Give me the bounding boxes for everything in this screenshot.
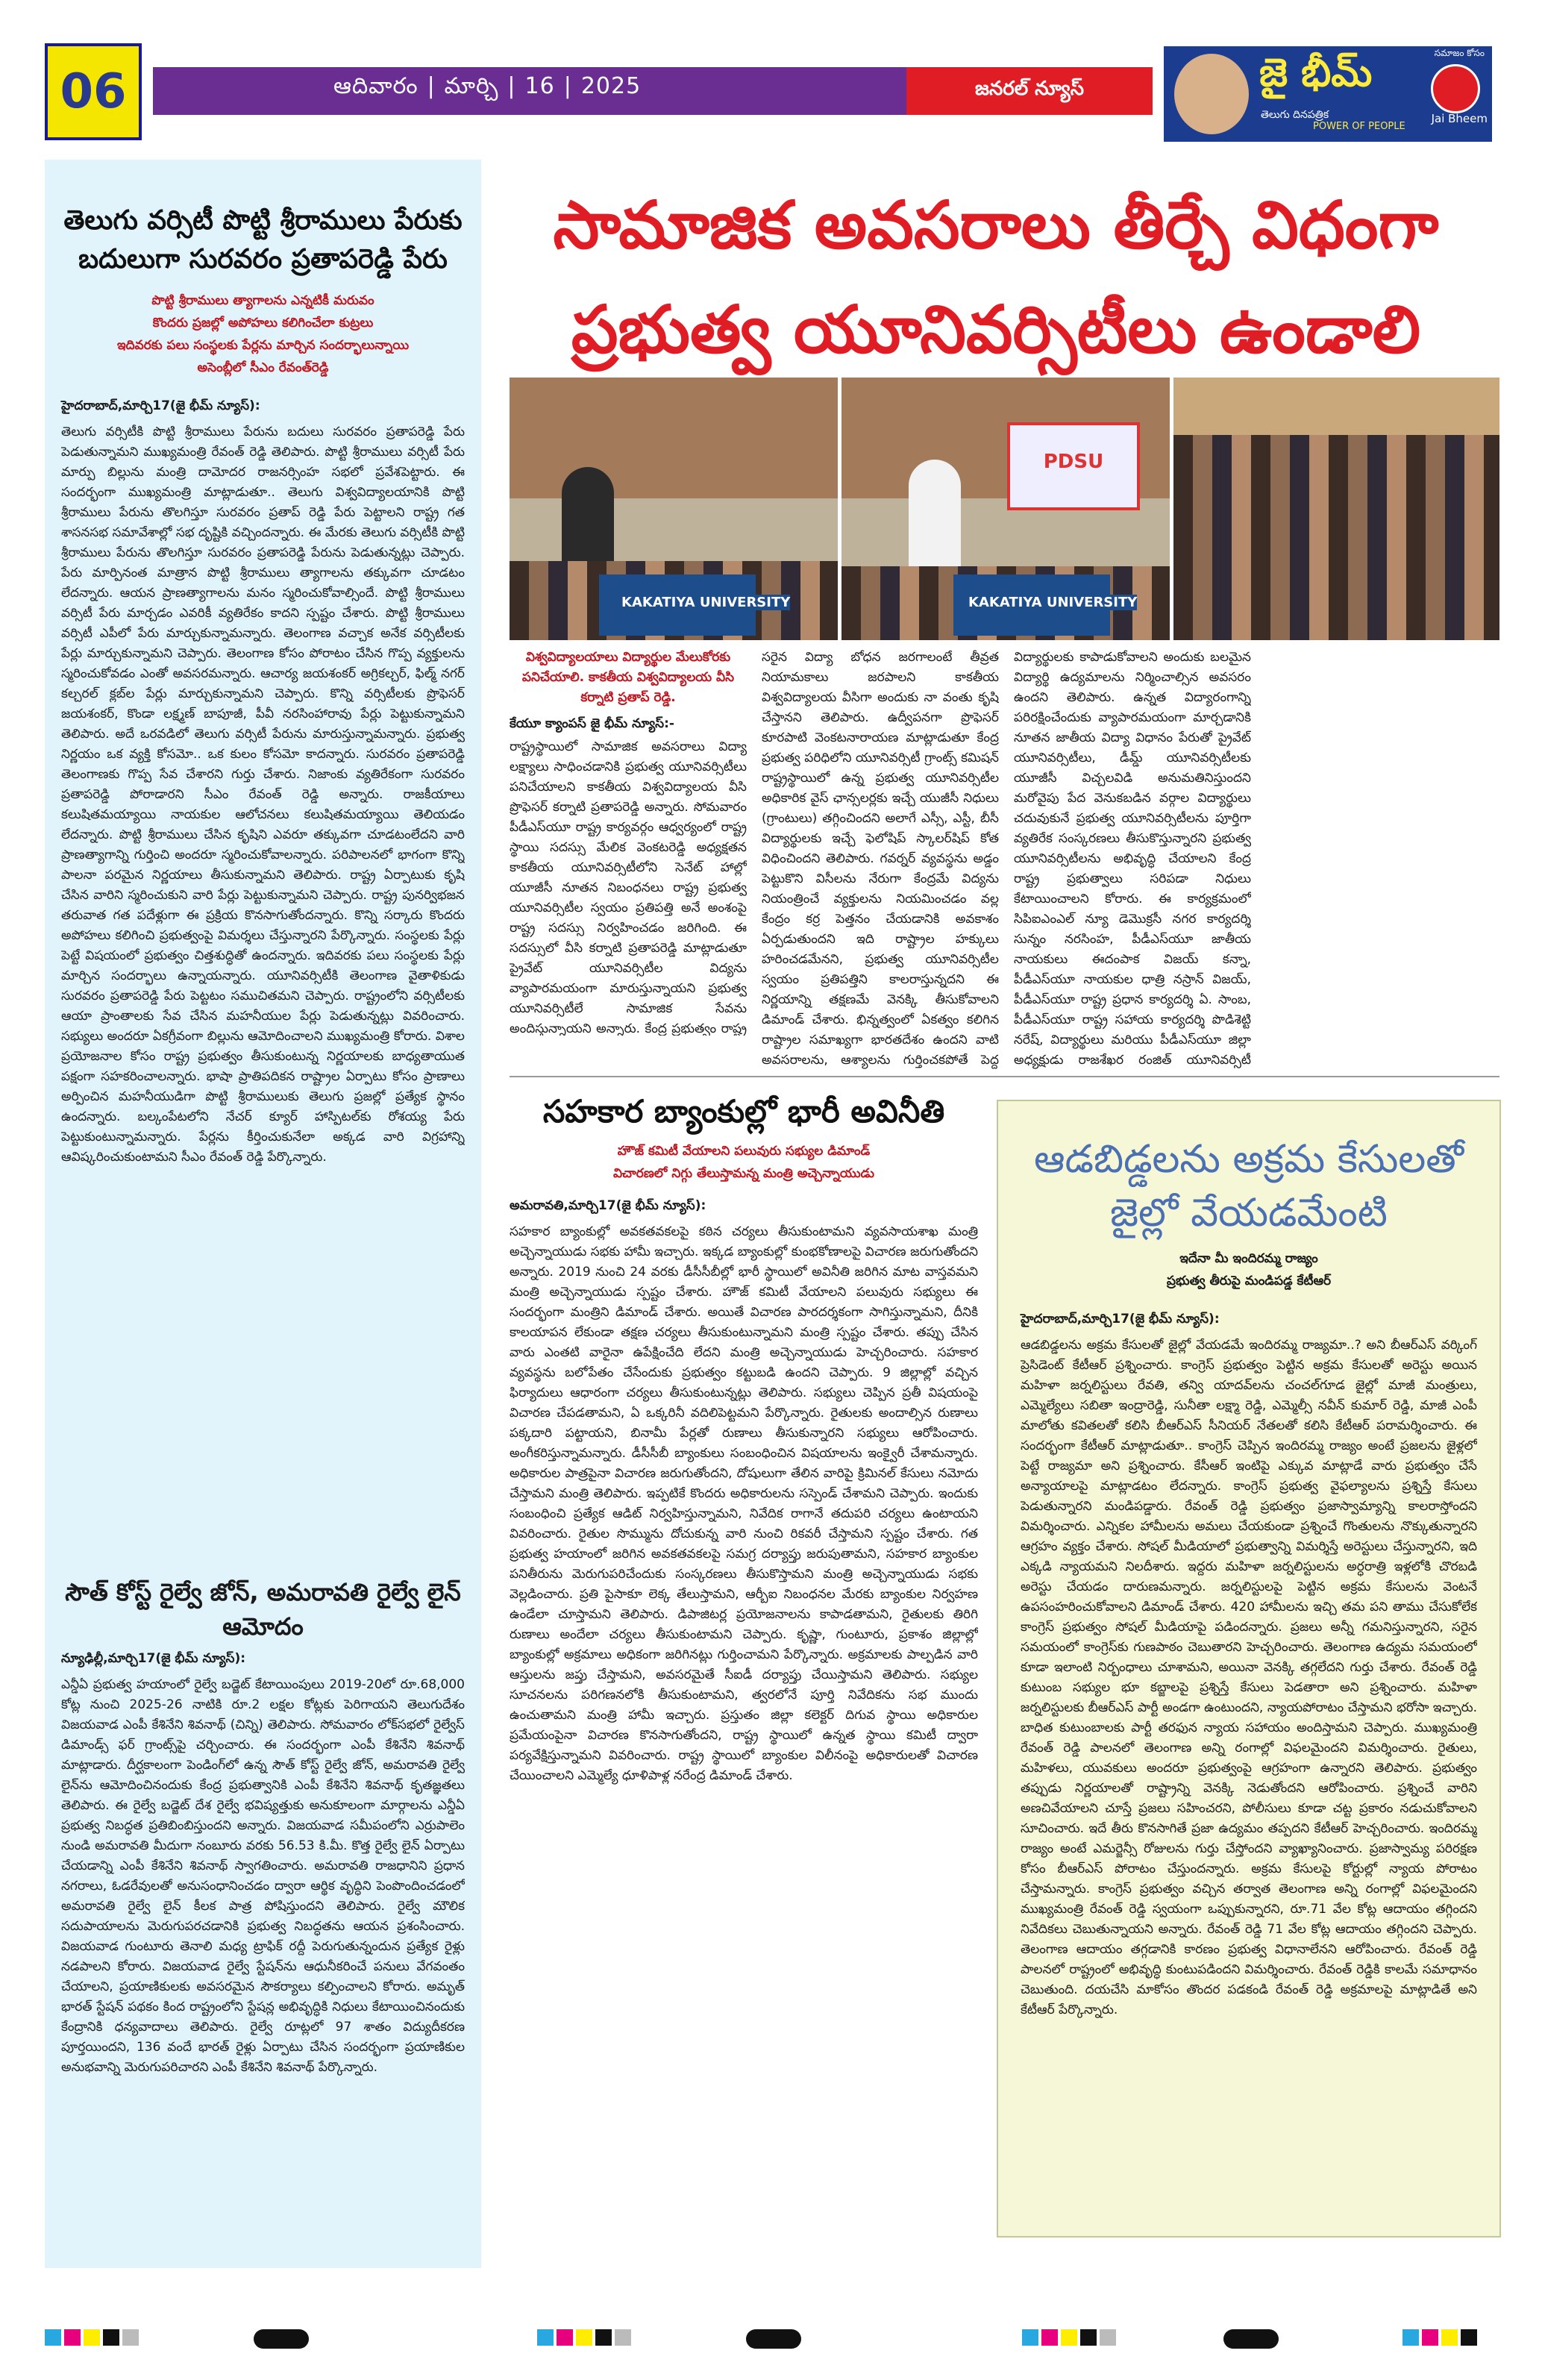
ktr-title: ఆడబిడ్డలను అక్రమ కేసులతో జైల్లో వేయడమేంటి bbox=[1034, 1137, 1464, 1236]
headline-line-1: సామాజిక అవసరాలు తీర్చే విధంగా bbox=[553, 187, 1439, 263]
registration-mark bbox=[1223, 2329, 1279, 2349]
logo-top-text: సమాజం కోసం bbox=[1434, 48, 1485, 58]
main-article bbox=[510, 648, 1502, 1080]
coop-body: సహకార బ్యాంకుల్లో అవకతవకలపై కఠిన చర్యలు తీసుకుంటామని వ్యవసాయశాఖ మంత్రి అచ్చెన్నాయుడు సభకు హామీ ఇచ్చారు. ఇక్కడ బ్యాంకుల్లో కుంభకోణాలపై విచారణ జరుగుతోందని అన్నారు. 2019 నుంచి 24 వరకు డీసీసీబీల్లో భారీ స్థాయిలో అవినీతి జరిగిన మాట వాస్తవమని మంత్రి అచ్చెన్నాయుడు స్పష్టం చేశారు. హౌజ్ కమిటీ వేయాలని పలువురు సభ్యులు ఈ సందర్భంగా మంత్రిని డిమాండ్ చేశారు. అయితే విచారణ పారదర్శకంగా సాగిస్తున్నామని, దీనికి కాలయాపన లేకుండా తక్షణ చర్యలు తీసుకుంటున్నామని మంత్రి స్పష్టం చేశారు. తప్పు చేసిన వారు ఎంతటి వారైనా ఉపేక్షించేది లేదని మంత్రి అచ్చెన్నాయుడు హెచ్చరించారు. సహకార వ్యవస్థను బలోపేతం చేసేందుకు ప్రభుత్వం కట్టుబడి ఉందని చెప్పారు. 9 జిల్లాల్లో వచ్చిన ఫిర్యాదులు ఆధారంగా చర్యలు తీసుకుంటున్నట్లు తెలిపారు. సభ్యులు చెప్పిన ప్రతీ విషయంపై విచారణ చేపడతామని, ఏ ఒక్కరినీ వదిలిపెట్టమని పేర్కొన్నారు. రైతులకు అందాల్సిన రుణాలు పక్కదారి పట్టాయని, బినామీ పేర్లతో రుణాలు తీసుకున్నారని సభ్యులు ఆరోపించారు. అంగీకరిస్తున్నామన్నారు. డీసీసీబీ బ్యాంకులు సంబంధించిన విషయాలను ఇంక్వైరీ చేశామన్నారు. అధికారుల పాత్రపైనా విచారణ జరుగుతోందని, దోషులుగా తేలిన వారిపై క్రిమినల్ కేసులు నమోదు చేస్తామని మంత్రి తెలిపారు. ఇప్పటికే కొందరు అధికారులను సస్పెండ్ చేశామని చెప్పారు. ఇందుకు సంబంధించి ప్రత్యేక ఆడిట్ నిర్వహిస్తున్నామని, నివేదిక రాగానే తదుపరి చర్యలు ఉంటాయని వివరించారు. రైతుల సొమ్మును దోచుకున్న వారి నుంచి రికవరీ చేస్తామని స్పష్టం చేశారు. గత ప్రభుత్వ హయాంలో జరిగిన అవకతవకలపై సమగ్ర దర్యాప్తు జరుపుతామని, సహకార బ్యాంకుల పనితీరును మెరుగుపరిచేందుకు సంస్కరణలు తీసుకొస్తామని మంత్రి అచ్చెన్నాయుడు సభకు వెల్లడించారు. ప్రతి పైసాకూ లెక్క తేలుస్తామని, ఆర్బీఐ నిబంధనల మేరకు బ్యాంకుల నిర్వహణ ఉండేలా చూస్తామని తెలిపారు. డిపాజిటర్ల ప్రయోజనాలను కాపాడతామని, రైతులకు తిరిగి రుణాలు అందేలా చర్యలు తీసుకుంటామని చెప్పారు. కృష్ణా, గుంటూరు, ప్రకాశం జిల్లాల్లో బ్యాంకుల్లో అక్రమాలు అధికంగా జరిగినట్లు గుర్తించామని పేర్కొన్నారు. అక్రమాలకు పాల్పడిన వారి ఆస్తులను జప్తు చేస్తామని, అవసరమైతే సీఐడీ దర్యాప్తు చేయిస్తామని తెలిపారు. సభ్యుల సూచనలను పరిగణనలోకి తీసుకుంటామని, త్వరలోనే పూర్తి నివేదికను సభ ముందు ఉంచుతామని మంత్రి హామీ ఇచ్చారు. ప్రస్తుతం జిల్లా కలెక్టర్ దిగువ స్థాయి అధికారుల ప్రమేయంపైనా విచారణ కొనసాగుతోందని, రాష్ట్ర స్థాయిలో ఉన్నత స్థాయి కమిటీ ద్వారా పర్యవేక్షిస్తున్నామని వివరించారు. రాష్ట్ర స్థాయిలో బ్యాంకుల విలీనంపై అధికారులతో విచారణ చేయించాలని ఎమ్మెల్యే ధూళిపాళ్ల నరేంద్ర డిమాండ్ చేశారు. bbox=[510, 1224, 978, 1783]
main-lead: విశ్వవిద్యాలయాలు విద్యార్థుల మేలుకోరకు పనిచేయాలి. కాకతీయ విశ్వవిద్యాలయ వీసి కర్నాటి ప్రతాప్ రెడ్డి. bbox=[521, 650, 735, 705]
issue-year: 2025 bbox=[580, 73, 642, 99]
seal-icon bbox=[1431, 64, 1480, 113]
ktr-body: ఆడబిడ్డలను అక్రమ కేసులతో జైల్లో వేయడమే ఇందిరమ్మ రాజ్యమా..? అని బీఆర్ఎస్ వర్కింగ్ ప్రెసిడెంట్ కేటీఆర్ ప్రశ్నించారు. కాంగ్రెస్ ప్రభుత్వం పెట్టిన అక్రమ కేసులతో అరెస్టు అయిన మహిళా జర్నలిస్టులు రేవతి, తన్వి యాదవ్‌లను చంచల్‌గూడ జైల్లో మాజీ మంత్రులు, ఎమ్మెల్యేలు సబితా ఇంద్రారెడ్డి, సునీతా లక్ష్మా రెడ్డి, ఎమ్మెల్సీ నవీన్ కుమార్ రెడ్డి, మాజీ ఎంపీ మాలోతు కవితలతో కలిసి బీఆర్ఎస్ సీనియర్ నేతలతో కలిసి కేటీఆర్ పరామర్శించారు. ఈ సందర్భంగా కేటీఆర్ మాట్లాడుతూ.. కాంగ్రెస్ చెప్పిన ఇందిరమ్మ రాజ్యం అంటే ప్రజలను జైళ్లలో పెట్టే రాజ్యమా అని ప్రశ్నించారు. కేసీఆర్ ఇంటిపై ఎక్కువ మాట్లాడే వారు ప్రభుత్వం చేసే అన్యాయాలపై మాట్లాడటం లేదన్నారు. కాంగ్రెస్ ప్రభుత్వ వైఫల్యాలను ప్రశ్నిస్తే కేసులు పెడుతున్నారని మండిపడ్డారు. రేవంత్ రెడ్డి ప్రభుత్వం ప్రజాస్వామ్యాన్ని కాలరాస్తోందని విమర్శించారు. ఎన్నికల హామీలను అమలు చేయకుండా ప్రశ్నించే గొంతులను నొక్కుతున్నారని ఆగ్రహం వ్యక్తం చేశారు. సోషల్ మీడియాలో ప్రభుత్వాన్ని విమర్శిస్తే అరెస్టులు చేస్తున్నారని, ఇది ఎక్కడి న్యాయమని నిలదీశారు. ఇద్దరు మహిళా జర్నలిస్టులను అర్ధరాత్రి ఇళ్లలోకి చొరబడి అరెస్టు చేయడం దారుణమన్నారు. జర్నలిస్టులపై పెట్టిన అక్రమ కేసులను వెంటనే ఉపసంహరించుకోవాలని డిమాండ్ చేశారు. 420 హామీలను ఇచ్చి తమ పని తాము చేసుకోలేక కాంగ్రెస్ ప్రభుత్వం సోషల్ మీడియాపై పడిందన్నారు. ప్రజలు అన్నీ గమనిస్తున్నారని, సరైన సమయంలో కాంగ్రెస్‌కు గుణపాఠం చెబుతారని హెచ్చరించారు. తెలంగాణ ఉద్యమ సమయంలో కూడా ఇలాంటి నిర్బంధాలు చూశామని, అయినా వెనక్కి తగ్గలేదని గుర్తు చేశారు. రేవంత్ రెడ్డి కుటుంబ సభ్యుల భూ కబ్జాలపై ప్రశ్నిస్తే కేసులు పెడతారా అని ప్రశ్నించారు. మహిళా జర్నలిస్టులకు బీఆర్ఎస్ పార్టీ అండగా ఉంటుందని, న్యాయపోరాటం చేస్తామని భరోసా ఇచ్చారు. బాధిత కుటుంబాలకు పార్టీ తరఫున న్యాయ సహాయం అందిస్తామని చెప్పారు. ముఖ్యమంత్రి రేవంత్ రెడ్డి పాలనలో తెలంగాణ అన్ని రంగాల్లో విఫలమైందని విమర్శించారు. రైతులు, మహిళలు, యువకులు అందరూ ప్రభుత్వంపై ఆగ్రహంగా ఉన్నారని తెలిపారు. ప్రభుత్వం తప్పుడు నిర్ణయాలతో రాష్ట్రాన్ని వెనక్కి నెడుతోందని ఆరోపించారు. ప్రశ్నించే వారిని అణచివేయాలని చూస్తే ప్రజలు సహించరని, పోలీసులు కూడా చట్ట ప్రకారం నడుచుకోవాలని సూచించారు. ఇదే తీరు కొనసాగితే ప్రజా ఉద్యమం తప్పదని కేటీఆర్ హెచ్చరించారు. ఇందిరమ్మ రాజ్యం అంటే ఎమర్జెన్సీ రోజులను గుర్తు చేస్తోందని వ్యాఖ్యానించారు. ప్రజాస్వామ్య పరిరక్షణ కోసం బీఆర్ఎస్ పోరాటం చేస్తుందన్నారు. అక్రమ కేసులపై కోర్టుల్లో న్యాయ పోరాటం చేస్తామన్నారు. కాంగ్రెస్ ప్రభుత్వం వచ్చిన తర్వాత తెలంగాణ అన్ని రంగాల్లో విఫలమైందని ముఖ్యమంత్రి రేవంత్ రెడ్డి స్వయంగా ఒప్పుకున్నారని, రూ.71 వేల కోట్ల ఆదాయం తగ్గిందని నివేదికలు చెబుతున్నాయని అన్నారు. రేవంత్ రెడ్డి 71 వేల కోట్ల ఆదాయం తగ్గిందని చెప్పారు. తెలంగాణ ఆదాయం తగ్గడానికి కారణం ప్రభుత్వ విధానాలేనని ఆరోపించారు. రేవంత్ రెడ్డి పాలనలో రాష్ట్రంలో అభివృద్ధి కుంటుపడిందని విమర్శించారు. రేవంత్ రెడ్డికి కాలమే సమాధానం చెబుతుంది. దయచేసి మాకోసం తొందర పడకండి రేవంత్ రెడ్డి అక్రమాలపై మాట్లాడితే అని కేటీఆర్ పేర్కొన్నారు. bbox=[1021, 1338, 1477, 2017]
photo-speaker-2 bbox=[841, 378, 1170, 640]
photo-audience bbox=[1173, 378, 1499, 640]
ktr-subheads bbox=[1021, 1247, 1477, 1292]
issue-date: ఆదివారం | మార్చి | 16 | 2025 bbox=[333, 73, 642, 99]
color-registration-strip bbox=[1022, 2329, 1116, 2346]
logo-tagline: తెలుగు దినపత్రిక bbox=[1261, 109, 1329, 121]
logo-power-text: POWER OF PEOPLE bbox=[1313, 121, 1405, 132]
logo-brand: Jai Bheem bbox=[1431, 112, 1488, 125]
issue-day: ఆదివారం bbox=[333, 73, 419, 99]
coop-subhead-1: హౌజ్ కమిటీ వేయాలని పలువురు సభ్యుల డిమాండ్ bbox=[617, 1144, 871, 1159]
ktr-dateline: హైదరాబాద్,మార్చి17(జై భీమ్ న్యూస్): bbox=[1021, 1312, 1220, 1327]
lectern-caption: KAKATIYA UNIVERSITY bbox=[621, 595, 791, 610]
section-divider bbox=[510, 1076, 1499, 1077]
coop-subheads bbox=[510, 1140, 978, 1185]
coop-subhead-2: విచారణలో నిగ్గు తేలుస్తామన్న మంత్రి అచ్చెన్నాయుడు bbox=[612, 1166, 875, 1181]
coop-title: సహకార బ్యాంకుల్లో భారీ అవినీతి bbox=[542, 1093, 945, 1130]
subhead-1: పొట్టి శ్రీరాములు త్యాగాలను ఎన్నటికీ మరువం bbox=[151, 293, 374, 308]
headline-line-2: ప్రభుత్వ యూనివర్సిటీలు ఉండాలి bbox=[571, 291, 1421, 368]
railway-article-title: సౌత్ కోస్ట్ రైల్వే జోన్, అమరావతి రైల్వే లైన్ ఆమోదం bbox=[65, 1578, 461, 1641]
coop-bank-article bbox=[510, 1088, 978, 2270]
railway-article-body: ఎన్డీఏ ప్రభుత్వ హయాంలో రైల్వే బడ్జెట్ కేటాయింపులు 2019-20లో రూ.68,000 కోట్ల నుంచి 2025-26 నాటికి రూ.2 లక్షల కోట్లకు పెరిగాయని తెలుగుదేశం విజయవాడ ఎంపీ కేశినేని శివనాథ్ (చిన్ని) తెలిపారు. సోమవారం లోక్‌సభలో రైల్వేస్ డిమాండ్స్ ఫర్ గ్రాంట్స్‌పై చర్చించారు. ఈ సందర్భంగా ఎంపీ కేశినేని శివనాథ్ మాట్లాడారు. దీర్ఘకాలంగా పెండింగ్‌లో ఉన్న సౌత్ కోస్ట్ రైల్వే జోన్, అమరావతి రైల్వే లైన్‌ను ఆమోదించినందుకు కేంద్ర ప్రభుత్వానికి ఎంపీ కేశినేని శివనాథ్ కృతజ్ఞతలు తెలిపారు. ఈ రైల్వే బడ్జెట్ దేశ రైల్వే భవిష్యత్తుకు అనుకూలంగా మార్గాలను ఎన్డీఏ ప్రభుత్వ నిబద్ధత ప్రతిబింబిస్తుందని అన్నారు. విజయవాడ సమీపంలోని ఎర్రుపాలెం నుండి అమరావతి మీదుగా నంబూరు వరకు 56.53 కి.మీ. కొత్త రైల్వే లైన్ ఏర్పాటు చేయడాన్ని ఎంపీ కేశినేని శివనాథ్ స్వాగతించారు. అమరావతి రాజధానిని ప్రధాన నగరాలు, ఓడరేవులతో అనుసంధానించడం ద్వారా ఆర్థిక వృద్ధిని పెంపొందించడంలో అమరావతి రైల్వే లైన్ కీలక పాత్ర పోషిస్తుందని తెలిపారు. రైల్వే మౌలిక సదుపాయాలను మెరుగుపరచడానికి ప్రభుత్వ నిబద్ధతను ఆయన ప్రశంసించారు. విజయవాడ గుంటూరు తెనాలి మధ్య ట్రాఫిక్ రద్దీ పెరుగుతున్నందున ప్రత్యేక రైళ్లు నడపాలని కోరారు. విజయవాడ రైల్వే స్టేషన్‌ను ఆధునీకరించే పనులు వేగవంతం చేయాలని, ప్రయాణికులకు అవసరమైన సౌకర్యాలు కల్పించాలని కోరారు. అమృత్ భారత్ స్టేషన్ పథకం కింద రాష్ట్రంలోని స్టేషన్ల అభివృద్ధికి నిధులు కేటాయించినందుకు కేంద్రానికి ధన్యవాదాలు తెలిపారు. రైల్వే రూట్లలో 97 శాతం విద్యుదీకరణ పూర్తయిందని, 136 వందే భారత్ రైళ్లు ఏర్పాటు చేసిన సందర్భంగా ప్రయాణికుల అనుభవాన్ని మెరుగుపరిచారని ఎంపీ కేశినేని శివనాథ్ పేర్కొన్నారు. bbox=[61, 1677, 465, 2075]
main-headline bbox=[492, 173, 1499, 382]
lectern-caption: KAKATIYA UNIVERSITY bbox=[968, 595, 1138, 610]
issue-day-number: 16 bbox=[524, 73, 555, 99]
coop-dateline: అమరావతి,మార్చి17(జై భీమ్ న్యూస్): bbox=[510, 1198, 706, 1213]
main-body-2: సరైన విద్యా బోధన జరగాలంటే తీవ్రత నియామకాలు జరపాలని కాకతీయ విశ్వవిద్యాలయ వీసిగా అందుకు నా వంతు కృషి చేస్తానని తెలిపారు. ఉద్వీపనగా ప్రొఫెసర్ కూరపాటి వెంకటనారాయణ మాట్లాడుతూ కేంద్ర ప్రభుత్వ పరిధిలోని యూనివర్సిటీ గ్రాంట్స్ కమిషన్ రాష్ట్రస్థాయిలో ఉన్న ప్రభుత్వ యూనివర్సిటీల అధికారిక వైస్ ఛాన్సలర్లకు ఇచ్చే యుజీసీ నిధులు (గ్రాంటులు) తగ్గించిందని అలాగే ఎస్సీ, ఎస్టీ, బీసీ విద్యార్థులకు ఇచ్చే ఫెలోషిప్ స్కాలర్‌షిప్ కోత విధించిందని తెలిపారు. గవర్నర్ వ్యవస్థను అడ్డం పెట్టుకొని విసీలను నేరుగా కేంద్రమే విద్యను నియంత్రించే వ్యక్తులను నియమించడం వల్ల కేంద్రం కర్ర పెత్తనం చేయడానికి అవకాశం ఏర్పడుతుందని ఇది రాష్ట్రాల హక్కులు హరించడమేనని, ప్రభుత్వ యూనివర్సిటీల స్వయం ప్రతిపత్తిని కాలరాస్తున్నదని ఈ నిర్ణయాన్ని తక్షణమే వెనక్కి తీసుకోవాలని డిమాండ్ చేశారు. భిన్నత్వంలో ఏకత్వం కలిగిన రాష్ట్రాల సమాఖ్యగా భారతదేశం ఉందని వాటి అవసరాలను, ఆశ్యాలను గుర్తించకపోతే పెద్ద bbox=[762, 650, 999, 1068]
color-registration-strip bbox=[45, 2329, 139, 2346]
speaker-figure bbox=[909, 460, 961, 571]
left-article-dateline: హైదరాబాద్,మార్చి17(జై భీమ్ న్యూస్): bbox=[61, 398, 260, 413]
color-registration-strip bbox=[1402, 2329, 1477, 2346]
registration-mark bbox=[746, 2329, 801, 2349]
event-banner bbox=[1007, 422, 1140, 510]
section-label: జనరల్ న్యూస్ bbox=[906, 67, 1153, 115]
railway-article-dateline: న్యూఢిల్లీ,మార్చి17(జై భీమ్ న్యూస్): bbox=[61, 1651, 246, 1666]
left-article-body: తెలుగు వర్సిటీకి పొట్టి శ్రీరాములు పేరును బదులు సురవరం ప్రతాపరెడ్డి పేరు పెడుతున్నామని ముఖ్యమంత్రి రేవంత్ రెడ్డి తెలిపారు. పొట్టి శ్రీరాములు వర్సిటీ పేరు మార్పు బిల్లును మంత్రి దామోదర రాజనర్సింహ సభలో ప్రవేశపెట్టారు. ఈ సందర్భంగా ముఖ్యమంత్రి మాట్లాడుతూ.. తెలుగు విశ్వవిద్యాలయానికి పొట్టి శ్రీరాములు పేరును తొలగిస్తూ సురవరం ప్రతాప్ రెడ్డి పేరు పెట్టాలని రాష్ట్ర గత శాసనసభ సమావేశాల్లో సభ దృష్టికి వచ్చిందన్నారు. ఈ మేరకు తెలుగు వర్సిటీకి పొట్టి శ్రీరాములు పేరును తొలగిస్తూ సురవరం ప్రతాపరెడ్డి పేరును పెడుతున్నట్లు చెప్పారు. పేరు మార్పినంత మాత్రాన పొట్టి శ్రీరాములు త్యాగాలను తక్కువగా చూడటం లేదన్నారు. ఆయన ప్రాణత్యాగాలను మనం స్మరించుకోవాల్సిందే. పొట్టి శ్రీరాములు వర్సిటీ పేరు మార్చడం ఎవరికీ వ్యతిరేకం కాదని స్పష్టం చేశారు. పొట్టి శ్రీరాములు వర్సిటీ ఎపీలో పేరు మార్చుకున్నామన్నారు. తెలంగాణ వచ్చాక అనేక వర్సిటీలకు పేర్లు మార్చుకున్నామని చెప్పారు. తెలంగాణ కోసం పోరాటం చేసిన గొప్ప వ్యక్తులను స్మరించుకోవడం ఎంతో అవసరమన్నారు. ఆచార్య జయశంకర్ అగ్రికల్చర్, ఫిల్మ్ నగర్ కల్చరల్ క్లబ్‌ల పేర్లు మార్చుకున్నామని చెప్పారు. కొన్ని వర్సిటీలకు ప్రొఫెసర్ జయశంకర్, కొండా లక్ష్మణ్ బాపూజీ, పీవీ నరసింహారావు పేర్లు పెట్టుకున్నామని తెలిపారు. అదే ఒరవడిలో తెలుగు వర్సిటీ పేరును మారుస్తున్నామన్నారు. ప్రభుత్వ నిర్ణయం ఒక వ్యక్తి కోసమో.. ఒక కులం కోసమో కాదన్నారు. సురవరం ప్రతాపరెడ్డి తెలంగాణకు గొప్ప సేవ చేశారని గుర్తు చేశారు. నిజాంకు వ్యతిరేకంగా సురవరం ప్రతాపరెడ్డి పోరాడారని సీఎం రేవంత్ రెడ్డి అన్నారు. రాజకీయాలు కలుషితమయ్యాయి నాయకుల ఆలోచనలు కలుషితమయ్యాయి తెలియడం లేదన్నారు. పొట్టి శ్రీరాములు చేసిన కృషిని ఎవరూ తక్కువగా చూడటంలేదని వారి ప్రాణత్యాగాన్ని గుర్తించి అందరూ స్మరించుకోవాలన్నారు. పరిపాలనలో భాగంగా కొన్ని పాలనా పరమైన నిర్ణయాలు తీసుకున్నామని తెలిపారు. రాష్ట్ర ఏర్పాటుకు కృషి చేసిన వారిని స్మరించుకుని వారి పేర్లు పెట్టుకున్నామని చెప్పారు. రాష్ట్ర పునర్విభజన తరువాత గత పదేళ్లుగా ఈ ప్రక్రియ కొనసాగుతోందన్నారు. కొన్ని సర్కారు కొందరు అపోహలు కలిగించి ప్రభుత్వంపై విమర్శలు చేస్తున్నారని పేర్కొన్నారు. సంస్థలకు పేర్లు పెట్టే విషయంలో ప్రభుత్వం చిత్తశుద్ధితో ఉందన్నారు. ఇదివరకు పలు సంస్థలకు పేర్లు మార్చిన సందర్భాలు ఉన్నాయన్నారు. యూనివర్సిటీకి తెలంగాణ వైతాళికుడు సురవరం ప్రతాపరెడ్డి పేరు పెట్టటం సముచితమని చెప్పారు. రాష్ట్రంలోని వర్సిటీలకు ఆయా ప్రాంతాలకు సేవ చేసిన మహనీయుల పేర్లు పెడుతున్నట్లు వివరించారు. సభ్యులు అందరూ ఏకగ్రీవంగా బిల్లును ఆమోదించాలని ముఖ్యమంత్రి కోరారు. విశాల ప్రయోజనాల కోసం రాష్ట్ర ప్రభుత్వం తీసుకుంటున్న నిర్ణయాలకు బాధ్యతాయుత పక్షంగా సహకరించాలన్నారు. భాషా ప్రాతిపదికన రాష్ట్రాల ఏర్పాటు కోసం ప్రాణాలు అర్పించిన మహనీయుడిగా పొట్టి శ్రీరాములుకు తెలుగు ప్రజల్లో ప్రత్యేక స్థానం ఉందన్నారు. బల్కంపేటలోని నేచర్ క్యూర్ హాస్పిటల్‌కు రోశయ్య పేరు పెట్టుకుంటున్నామన్నారు. పేర్లను కీర్తించుకునేలా అక్కడ వారి విగ్రహాన్ని ఆవిష్కరించుకుంటామని సీఎం రేవంత్ రెడ్డి పేర్కొన్నారు. bbox=[61, 425, 465, 1165]
subhead-2: కొందరు ప్రజల్లో అపోహలు కలిగించేలా కుట్రలు bbox=[152, 316, 374, 331]
left-article-title: తెలుగు వర్సిటీ పొట్టి శ్రీరాములు పేరుకు బదులుగా సురవరం ప్రతాపరెడ్డి పేరు bbox=[63, 205, 463, 275]
main-dateline: కేయూ క్యాంపస్ జై భీమ్ న్యూస్:- bbox=[510, 716, 674, 731]
main-body-1: రాష్ట్రస్థాయిలో సామాజిక అవసరాలు విద్యా లక్ష్యాలు సాధించడానికి ప్రభుత్వ యూనివర్సిటీలు పనిచేయాలని కాకతీయ విశ్వవిద్యాలయ వీసి ప్రొఫెసర్ కర్నాటి ప్రతాపరెడ్డి అన్నారు. సోమవారం పీడీఎస్‌యూ రాష్ట్ర కార్యవర్గం ఆధ్వర్యంలో రాష్ట్ర స్థాయి సదస్సు మేలిక వెంకటరెడ్డి అధ్యక్షతన కాకతీయ యూనివర్సిటీలోని సెనేట్ హాల్లో యూజీసీ నూతన నిబంధనలు రాష్ట్ర ప్రభుత్వ యూనివర్సిటీల స్వయం ప్రతిపత్తి అనే అంశంపై రాష్ట్ర సదస్సు నిర్వహించడం జరిగింది. ఈ సదస్సులో వీసి కర్నాటి ప్రతాపరెడ్డి మాట్లాడుతూ ప్రైవేట్ యూనివర్సిటీల విద్యను వ్యాపారమయంగా మారుస్తున్నాయని ప్రభుత్వ యూనివర్సిటీలే సామాజిక సేవను అందిస్తున్నాయని అన్నారు. కేంద్ర ప్రభుత్వం రాష్ట్ర bbox=[510, 739, 747, 1036]
banner-text: PDSU bbox=[1043, 451, 1104, 473]
main-body-3: విద్యార్థులకు కాపాడుకోవాలని అందుకు బలమైన విద్యార్థి ఉద్యమాలను నిర్మించాల్సిన అవసరం ఉందని తెలిపారు. ఉన్నత విద్యారంగాన్ని పరిరక్షించేందుకు వ్యాపారమయంగా మార్చడానికి నూతన జాతీయ విద్యా విధానం పేరుతో ప్రైవేట్ యూనివర్సిటీలు, డీమ్డ్ యూనివర్సిటీలకు యూజీసీ విచ్చలవిడి అనుమతినిస్తుందని మరోవైపు పేద వెనుకబడిన వర్గాల విద్యార్థులు చదువుకునే ప్రభుత్వ యూనివర్సిటీలను పూర్తిగా వ్యతిరేక సంస్కరణలు తీసుకొస్తున్నారని ప్రభుత్వ యూనివర్సిటీలను అభివృద్ధి చేయాలని కేంద్ర రాష్ట్ర ప్రభుత్వాలు సరిపడా నిధులు కేటాయించాలని కోరారు. ఈ కార్యక్రమంలో సిపిఐఎంఎల్ న్యూ డెమొక్రసీ నగర కార్యదర్శి సున్నం నరసింహ, పీడీఎస్‌యూ జాతీయ నాయకులు ఈదంపాక విజయ్ కన్నా, పీడీఎస్‌యూ నాయకుల ధాత్రి నస్రాన్ విజయ్, పీడీఎస్‌యూ రాష్ట్ర ప్రధాన కార్యదర్శి ఏ. సాంబ, పీడీఎస్‌యూ రాష్ట్ర సహాయ కార్యదర్శి పొడిశెట్టి నరేష్, విద్యార్థులు మరియు పీడీఎస్‌యూ జిల్లా అధ్యక్షుడు రాజశేఖర రంజిత్ యూనివర్సిటీ bbox=[1014, 650, 1251, 1068]
ktr-subhead-2: ప్రభుత్వ తీరుపై మండిపడ్డ కేటీఆర్ bbox=[1166, 1274, 1332, 1288]
page-number: 06 bbox=[45, 43, 142, 140]
color-registration-strip bbox=[537, 2329, 631, 2346]
issue-month: మార్చి bbox=[444, 73, 499, 99]
masthead-logo bbox=[1164, 46, 1492, 142]
main-col-1 bbox=[510, 648, 747, 1036]
subhead-4: అసెంబ్లీలో సీఎం రేవంత్‌రెడ్డి bbox=[197, 360, 329, 375]
registration-mark bbox=[254, 2329, 309, 2349]
ambedkar-portrait-icon bbox=[1174, 54, 1249, 134]
logo-title: జై భీమ్ bbox=[1259, 51, 1373, 95]
photo-speaker-1 bbox=[510, 378, 838, 640]
header-bar bbox=[153, 67, 1153, 115]
left-column bbox=[45, 160, 481, 2268]
ktr-subhead-1: ఇదేనా మీ ఇందిరమ్మ రాజ్యం bbox=[1179, 1251, 1318, 1266]
subhead-3: ఇదివరకు పలు సంస్థలకు పేర్లను మార్చిన సందర్భాలున్నాయి bbox=[116, 338, 410, 353]
left-article-subheads bbox=[61, 289, 465, 379]
ktr-article-box bbox=[997, 1100, 1501, 2237]
